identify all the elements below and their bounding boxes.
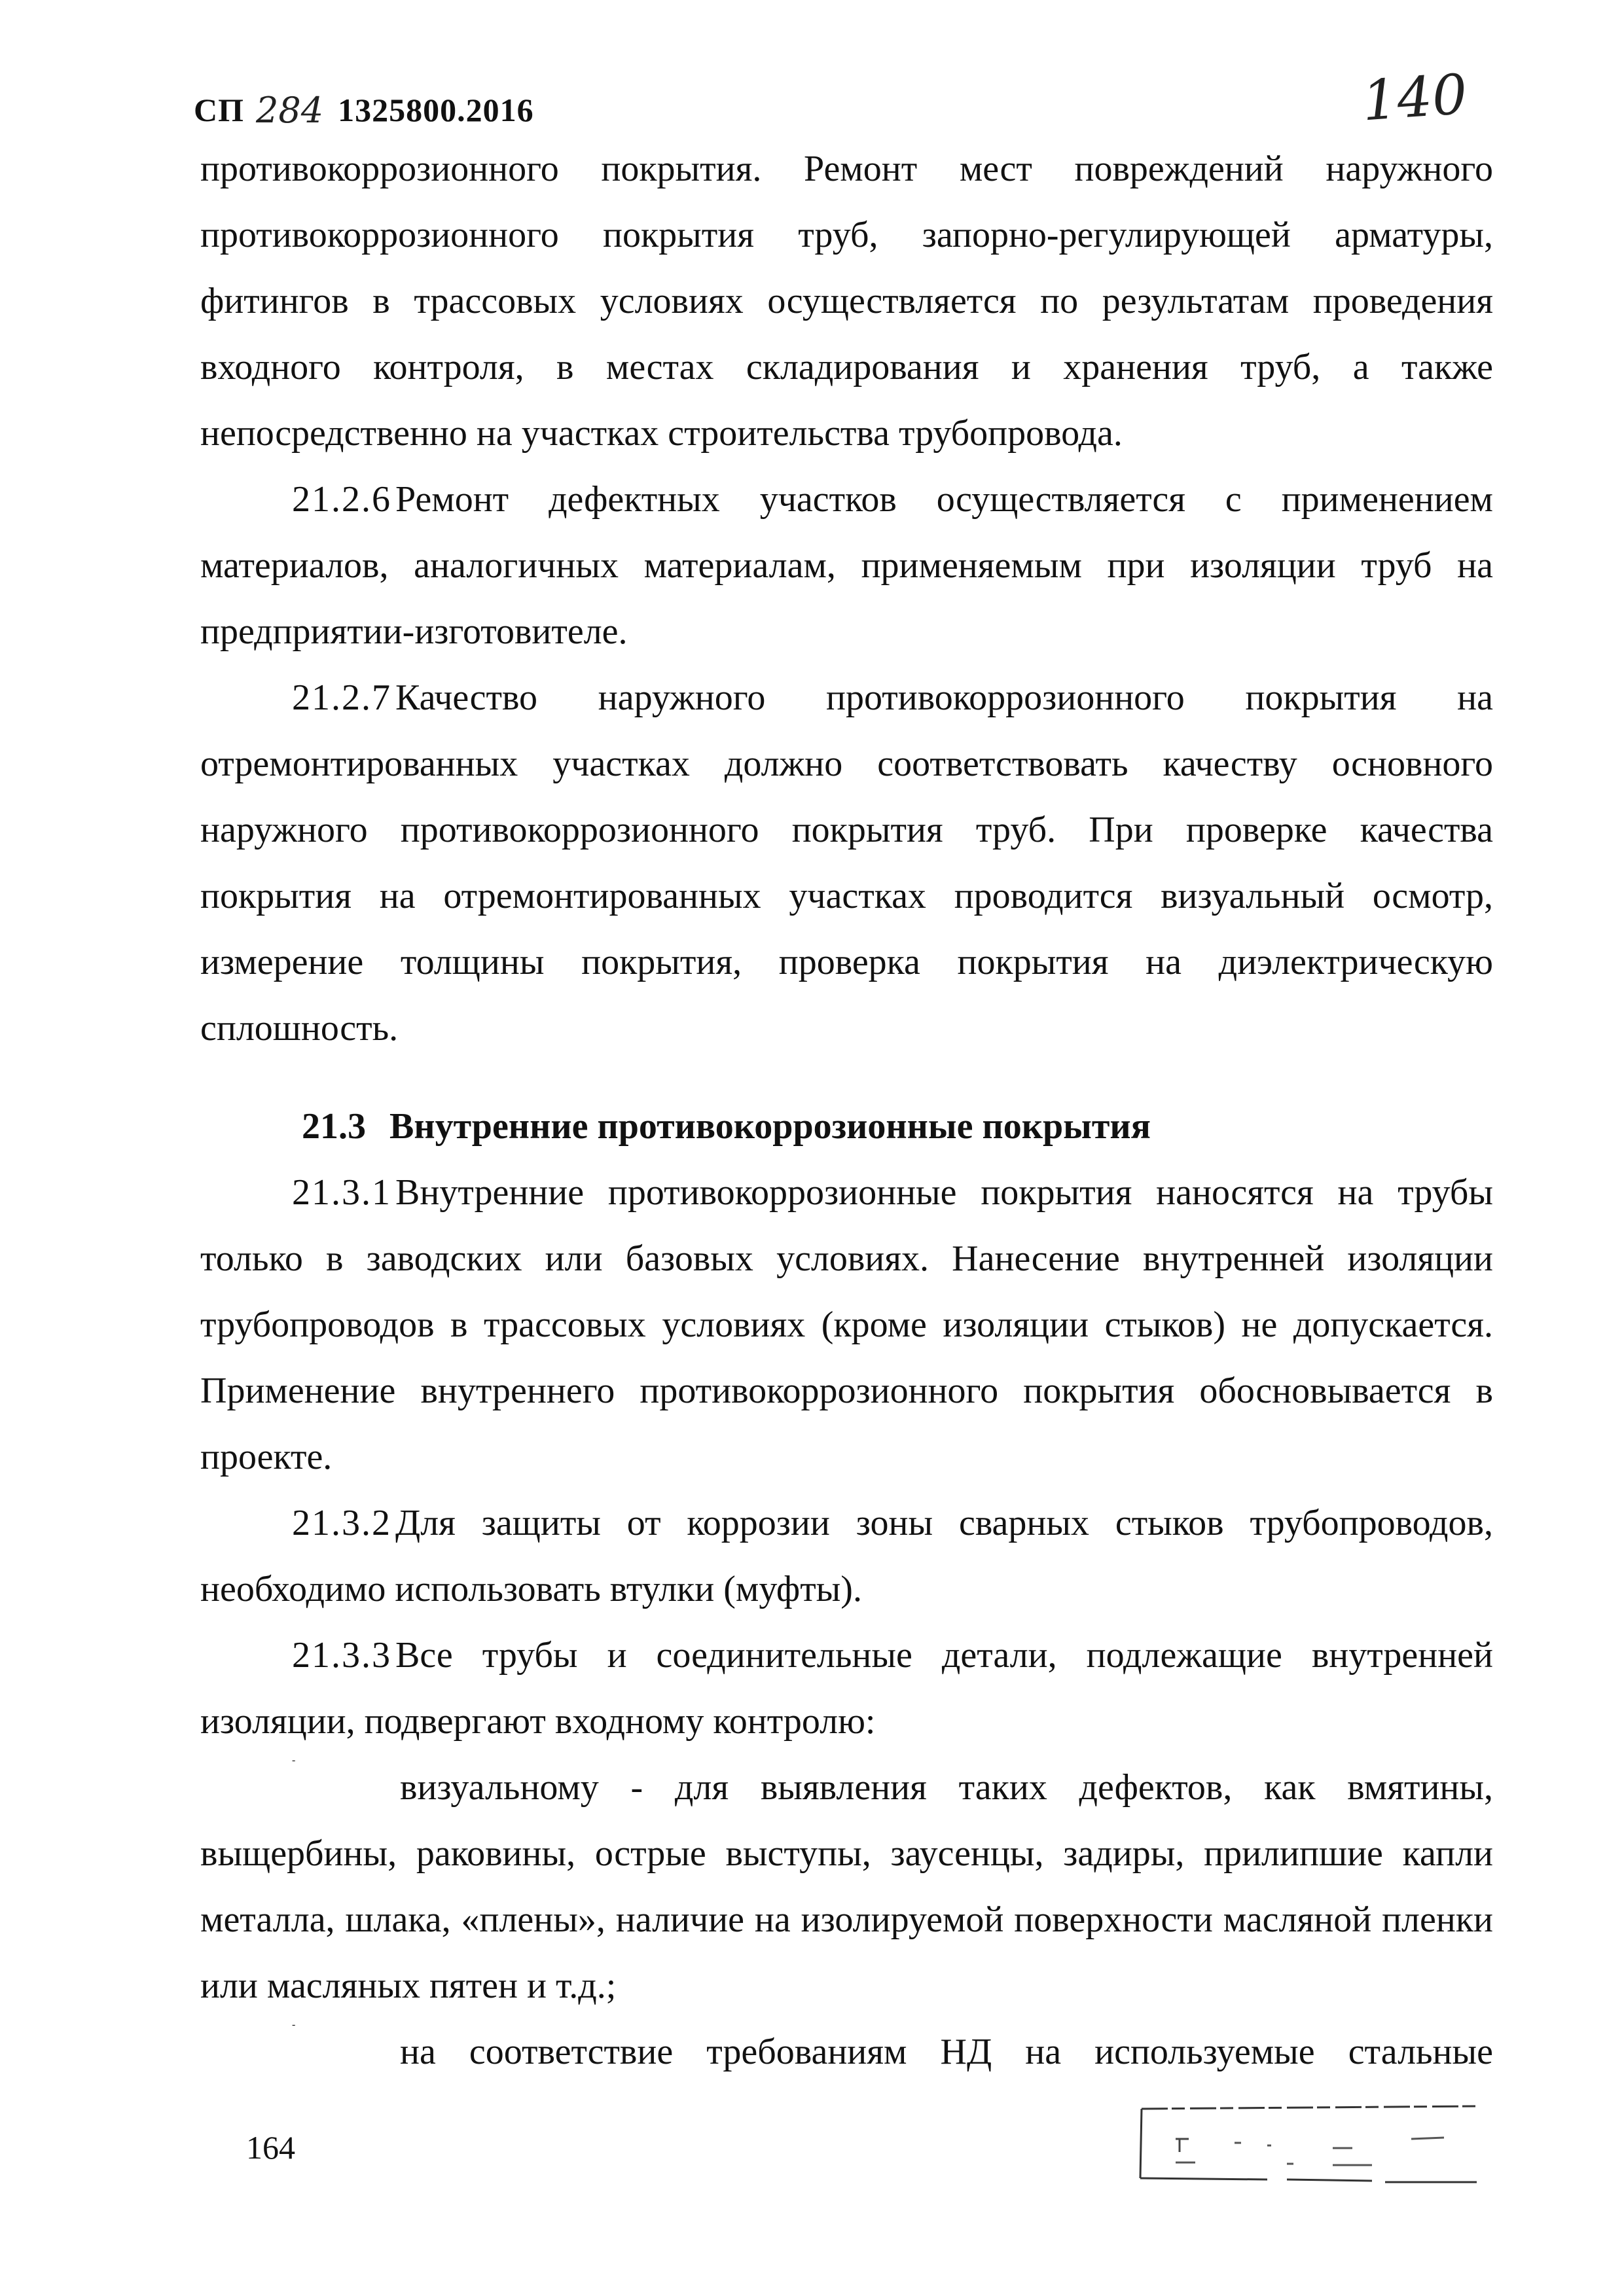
- clause-text: Ремонт дефектных участков осуществляется с применением материалов, аналогичных материалам, применяемым при изоляции труб на предприятии-изготовителе.: [200, 479, 1493, 652]
- list-item-visual: [200, 1755, 1493, 1821]
- bullet-text-first-line: на соответствие требованиям НД на используемые стальные: [400, 2032, 1493, 2072]
- doc-number: 1325800.2016: [338, 92, 534, 128]
- page-header: [194, 84, 534, 136]
- stamp-box: [1136, 2100, 1483, 2185]
- section-heading: [200, 1094, 1493, 1160]
- page-number: 164: [246, 2129, 295, 2166]
- clause-number: 21.3.2: [292, 1503, 391, 1543]
- paragraph-21-2-6: [200, 467, 1493, 665]
- section-number: 21.3: [302, 1106, 366, 1147]
- bullet-text-first-line: визуальному - для выявления таких дефектов, как вмятины,: [400, 1767, 1493, 1808]
- paragraph-21-2-7: [200, 665, 1493, 1062]
- paragraph-continuation: противокоррозионного покрытия. Ремонт мест повреждений наружного противокоррозионного покрытия труб, запорно-регулирующей арматуры, фитингов в трассовых условиях осуществляется по результатам проведения входного контроля, в местах складирования и хранения труб, а также непосредственно на участках строительства трубопровода.: [200, 149, 1493, 454]
- doc-prefix: СП: [194, 92, 244, 128]
- bullet-text-continuation: выщербины, раковины, острые выступы, заусенцы, задиры, прилипшие капли металла, шлака, «плены», наличие на изолируемой поверхности масляной пленки или масляных пятен и т.д.;: [200, 1833, 1493, 2006]
- paragraph-21-3-1: [200, 1160, 1493, 1490]
- clause-text: Для защиты от коррозии зоны сварных стыков трубопроводов, необходимо использовать втулки (муфты).: [200, 1503, 1493, 1609]
- bullet-dash: -: [292, 2019, 296, 2030]
- clause-text: Все трубы и соединительные детали, подлежащие внутренней изоляции, подвергают входному контролю:: [200, 1635, 1493, 1742]
- clause-number: 21.2.6: [292, 479, 391, 520]
- clause-number: 21.3.1: [292, 1172, 391, 1213]
- paragraph-21-3-3: [200, 1623, 1493, 1755]
- clause-number: 21.2.7: [292, 677, 391, 718]
- handwritten-code: 284: [256, 89, 324, 131]
- bullet-dash: -: [292, 1755, 296, 1766]
- list-item-standards: [200, 2019, 1493, 2085]
- handwritten-page-number: 140: [1360, 62, 1470, 134]
- paragraph-21-3-2: [200, 1490, 1493, 1623]
- clause-text: Внутренние противокоррозионные покрытия наносятся на трубы только в заводских или базовых условиях. Нанесение внутренней изоляции трубопроводов в трассовых условиях (кроме изоляции стыков) не допускается. Применение внутреннего противокоррозионного покрытия обосновывается в проекте.: [200, 1172, 1493, 1477]
- clause-number: 21.3.3: [292, 1635, 391, 1676]
- section-title: Внутренние противокоррозионные покрытия: [389, 1106, 1151, 1147]
- body-text: [200, 136, 1493, 2085]
- clause-text: Качество наружного противокоррозионного покрытия на отремонтированных участках должно соответствовать качеству основного наружного противокоррозионного покрытия труб. При проверке качества покрытия на отремонтированных участках проводится визуальный осмотр, измерение толщины покрытия, проверка покрытия на диэлектрическую сплошность.: [200, 677, 1493, 1049]
